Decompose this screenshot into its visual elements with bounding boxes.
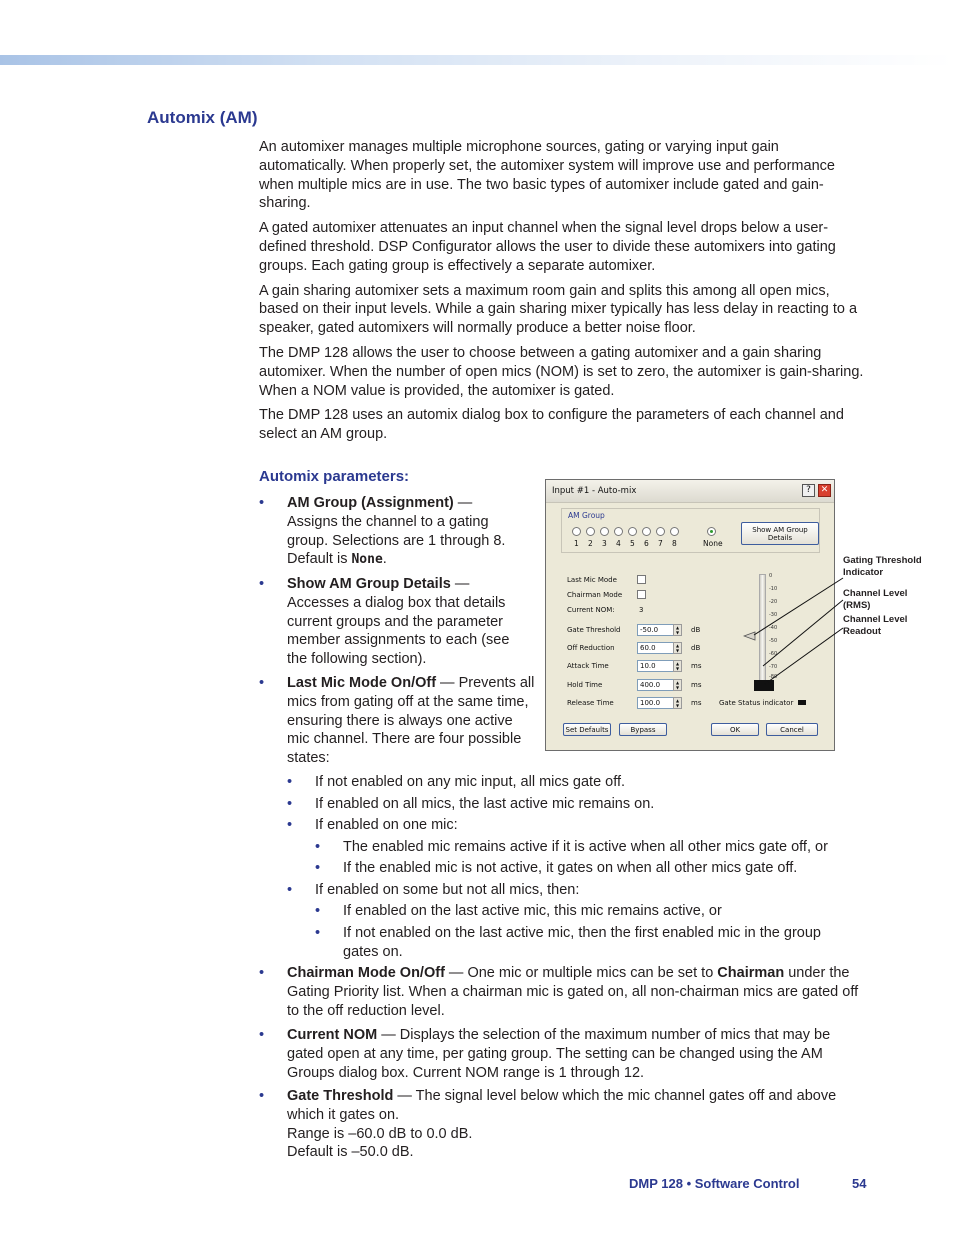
set-defaults-button[interactable]: Set Defaults <box>563 723 611 736</box>
intro-paragraph: A gated automixer attenuates an input channel when the signal level drops below a user-defined threshold. DSP Configurator allows the user to divide these automixers into gating groups. Each gating group is effectively a separate automixer. <box>259 220 836 274</box>
punct: . <box>382 551 387 568</box>
gate-threshold-input[interactable]: -50.0 <box>637 624 674 636</box>
sub-bullet-text: If enabled on the last active mic, this mic remains active, or <box>343 903 722 919</box>
meter-tick: -50 <box>769 638 778 644</box>
sub-bullet <box>287 795 867 814</box>
sub-bullet <box>287 773 867 792</box>
meter-tick: -10 <box>769 586 778 592</box>
sub-sub-bullet <box>315 902 865 921</box>
radio-label: 3 <box>602 539 607 548</box>
default-text: Default is –50.0 dB. <box>287 1144 414 1161</box>
hold-time-input[interactable]: 400.0 <box>637 679 674 691</box>
bullet-dot: • <box>259 1027 265 1043</box>
bullet-am-group <box>259 494 514 570</box>
section-heading: Automix (AM) <box>147 108 258 127</box>
intro-paragraph: A gain sharing automixer sets a maximum room gain and splits this among all open mics, based on their input levels. While a gain sharing mixer typically has less delay in reacting to a speaker, gated automixers will normally produce a better noise floor. <box>259 282 858 337</box>
off-reduction-input[interactable]: 60.0 <box>637 642 674 654</box>
dash: — <box>444 965 468 981</box>
unit-ms: ms <box>691 662 702 670</box>
intro-paragraph: The DMP 128 allows the user to choose between a gating automixer and a gain sharing automixer. When the number of open mics (NOM) is set to zero, the automixer is gain-sharing. When a NOM value is provided, the automixer is gated. <box>259 344 864 399</box>
sub-bullet-text: If enabled on one mic: <box>315 817 458 833</box>
meter-tick: -70 <box>769 664 778 670</box>
radio-label: 4 <box>616 539 621 548</box>
bullet-last-mic <box>259 674 539 768</box>
sub-bullet-text: If the enabled mic is not active, it gates on when all other mics gate off. <box>343 860 798 876</box>
bullet-dot: • <box>315 860 321 876</box>
radio-label: 8 <box>672 539 677 548</box>
release-time-spinner[interactable]: ▲ ▼ <box>673 697 682 709</box>
attack-time-label: Attack Time <box>567 662 609 670</box>
gate-status-label: Gate Status indicator <box>719 699 794 707</box>
description: under the Gating Priority list. When a chairman mic is gated on, all non-chairman mics are gated off to the off reduction level. <box>287 965 859 1019</box>
radio-group-7[interactable] <box>656 527 665 536</box>
gate-status-indicator <box>798 700 806 705</box>
default-value: None <box>351 552 383 568</box>
cancel-button[interactable]: Cancel <box>766 723 818 736</box>
header-gradient-bar <box>0 55 954 65</box>
meter-tick: -40 <box>769 625 778 631</box>
bullet-dot: • <box>259 576 265 592</box>
show-am-group-details-button[interactable]: Show AM Group Details <box>741 522 819 545</box>
dash: — <box>393 1088 416 1104</box>
sub-bullet-text: If not enabled on the last active mic, then the first enabled mic in the group gates on. <box>343 925 821 960</box>
radio-group-2[interactable] <box>586 527 595 536</box>
bullet-gate-threshold <box>259 1087 869 1162</box>
chairman-label: Chairman Mode <box>567 591 623 599</box>
description: The signal level below which the mic channel gates off and above which it gates on. <box>287 1088 837 1123</box>
term: Show AM Group Details <box>287 576 451 592</box>
dash: — <box>450 576 470 592</box>
callout-line-rms <box>763 600 843 666</box>
intro-text <box>259 138 869 450</box>
radio-label: 1 <box>574 539 579 548</box>
sub-bullet-text: If enabled on some but not all mics, then: <box>315 882 580 898</box>
meter-tick: -80 <box>769 674 778 680</box>
meter-tick: 0 <box>769 573 773 579</box>
bullet-chairman <box>259 964 869 1020</box>
help-button[interactable]: ? <box>802 484 815 497</box>
dialog-titlebar <box>546 480 834 503</box>
unit-db: dB <box>691 626 701 634</box>
term-inline: Chairman <box>717 965 785 981</box>
intro-paragraph: An automixer manages multiple microphone sources, gating or varying input gain automatically. When properly set, the automixer system will improve use and performance when multiple mics are in use. The two basic types of automixer include gated and gain-sharing. <box>259 139 835 212</box>
meter-tick: -30 <box>769 612 778 618</box>
callout-lines <box>740 560 850 690</box>
meter-tick: -20 <box>769 599 778 605</box>
radio-group-8[interactable] <box>670 527 679 536</box>
release-time-input[interactable]: 100.0 <box>637 697 674 709</box>
radio-label: 6 <box>644 539 649 548</box>
gate-threshold-spinner[interactable]: ▲ ▼ <box>673 624 682 636</box>
description: Prevents all mics from gating off at the same time, ensuring there is always one active mic channel. There are four possible states: <box>287 675 535 767</box>
footer-doc-title: DMP 128 • Software Control <box>629 1176 800 1191</box>
description: Displays the selection of the maximum number of mics that may be gated open at any time, per gating group. The setting can be changed using the AM Groups dialog box. Current NOM range is 1 through 12. <box>287 1027 831 1081</box>
bullet-dot: • <box>259 675 265 691</box>
bullet-dot: • <box>287 796 293 812</box>
sub-bullet <box>287 816 867 835</box>
dash: — <box>377 1027 400 1043</box>
unit-ms: ms <box>691 681 702 689</box>
bullet-dot: • <box>315 839 321 855</box>
callout-channel-level-rms: Channel Level (RMS) <box>843 588 908 611</box>
attack-time-spinner[interactable]: ▲ ▼ <box>673 660 682 672</box>
bullet-dot: • <box>287 774 293 790</box>
term: Current NOM <box>287 1027 378 1043</box>
sub-bullet-text: The enabled mic remains active if it is active when all other mics gate off, or <box>343 839 828 855</box>
sub-bullet-text: If not enabled on any mic input, all mics gate off. <box>315 774 626 790</box>
am-group-label: AM Group <box>568 511 605 520</box>
sub-sub-bullet <box>315 859 865 878</box>
unit-ms: ms <box>691 699 702 707</box>
bullet-dot: • <box>259 965 265 981</box>
callout-line-gating <box>754 578 843 635</box>
radio-group-1[interactable] <box>572 527 581 536</box>
attack-time-input[interactable]: 10.0 <box>637 660 674 672</box>
sub-bullet-text: If enabled on all mics, the last active mic remains on. <box>315 796 655 812</box>
gate-threshold-label: Gate Threshold <box>567 626 621 634</box>
off-reduction-label: Off Reduction <box>567 644 615 652</box>
radio-group-6[interactable] <box>642 527 651 536</box>
bullet-dot: • <box>315 925 321 941</box>
radio-group-none[interactable] <box>707 527 716 536</box>
description: Assigns the channel to a gating group. Selections are 1 through 8. Default is <box>287 513 506 568</box>
radio-label: 5 <box>630 539 635 548</box>
radio-label: 2 <box>588 539 593 548</box>
radio-group-3[interactable] <box>600 527 609 536</box>
current-nom-value: 3 <box>639 606 644 614</box>
term: Chairman Mode On/Off <box>287 965 445 981</box>
bullet-dot: • <box>287 882 293 898</box>
callout-channel-level-readout: Channel Level Readout <box>843 614 908 637</box>
intro-paragraph: The DMP 128 uses an automix dialog box to configure the parameters of each channel and select an AM group. <box>259 407 844 443</box>
callout-gating-threshold: Gating Threshold Indicator <box>843 555 922 578</box>
bullet-dot: • <box>287 817 293 833</box>
bullet-dot: • <box>259 495 265 511</box>
callout-line-readout <box>765 628 843 684</box>
description: Accesses a dialog box that details current groups and the parameter member assignments to each (see the following section). <box>287 594 510 668</box>
term: Gate Threshold <box>287 1088 394 1104</box>
dialog-title: Input #1 - Auto-mix <box>552 486 637 496</box>
radio-group-4[interactable] <box>614 527 623 536</box>
dash: — <box>453 495 473 511</box>
bullet-dot: • <box>259 1088 265 1104</box>
sub-sub-bullet <box>315 924 855 962</box>
params-heading: Automix parameters: <box>259 468 410 485</box>
description: One mic or multiple mics can be set to <box>467 965 718 981</box>
meter-tick: -60 <box>769 651 778 657</box>
sub-sub-bullet <box>315 838 865 857</box>
ok-button[interactable]: OK <box>711 723 759 736</box>
radio-label: 7 <box>658 539 663 548</box>
off-reduction-spinner[interactable]: ▲ ▼ <box>673 642 682 654</box>
radio-label-none: None <box>703 539 723 548</box>
current-nom-label: Current NOM: <box>567 606 615 614</box>
chairman-checkbox[interactable] <box>637 590 646 599</box>
range-text: Range is –60.0 dB to 0.0 dB. <box>287 1125 473 1142</box>
bullet-current-nom <box>259 1026 864 1082</box>
sub-bullet <box>287 881 867 900</box>
release-time-label: Release Time <box>567 699 614 707</box>
footer-page-number: 54 <box>852 1176 867 1191</box>
term: AM Group (Assignment) <box>287 495 454 511</box>
term: Last Mic Mode On/Off <box>287 675 437 691</box>
last-mic-label: Last Mic Mode <box>567 576 617 584</box>
close-button[interactable]: ✕ <box>818 484 831 497</box>
bypass-button[interactable]: Bypass <box>619 723 667 736</box>
dash: — <box>436 675 459 691</box>
bullet-show-details <box>259 575 524 669</box>
hold-time-spinner[interactable]: ▲ ▼ <box>673 679 682 691</box>
unit-db: dB <box>691 644 701 652</box>
hold-time-label: Hold Time <box>567 681 603 689</box>
last-mic-checkbox[interactable] <box>637 575 646 584</box>
bullet-dot: • <box>315 903 321 919</box>
radio-group-5[interactable] <box>628 527 637 536</box>
